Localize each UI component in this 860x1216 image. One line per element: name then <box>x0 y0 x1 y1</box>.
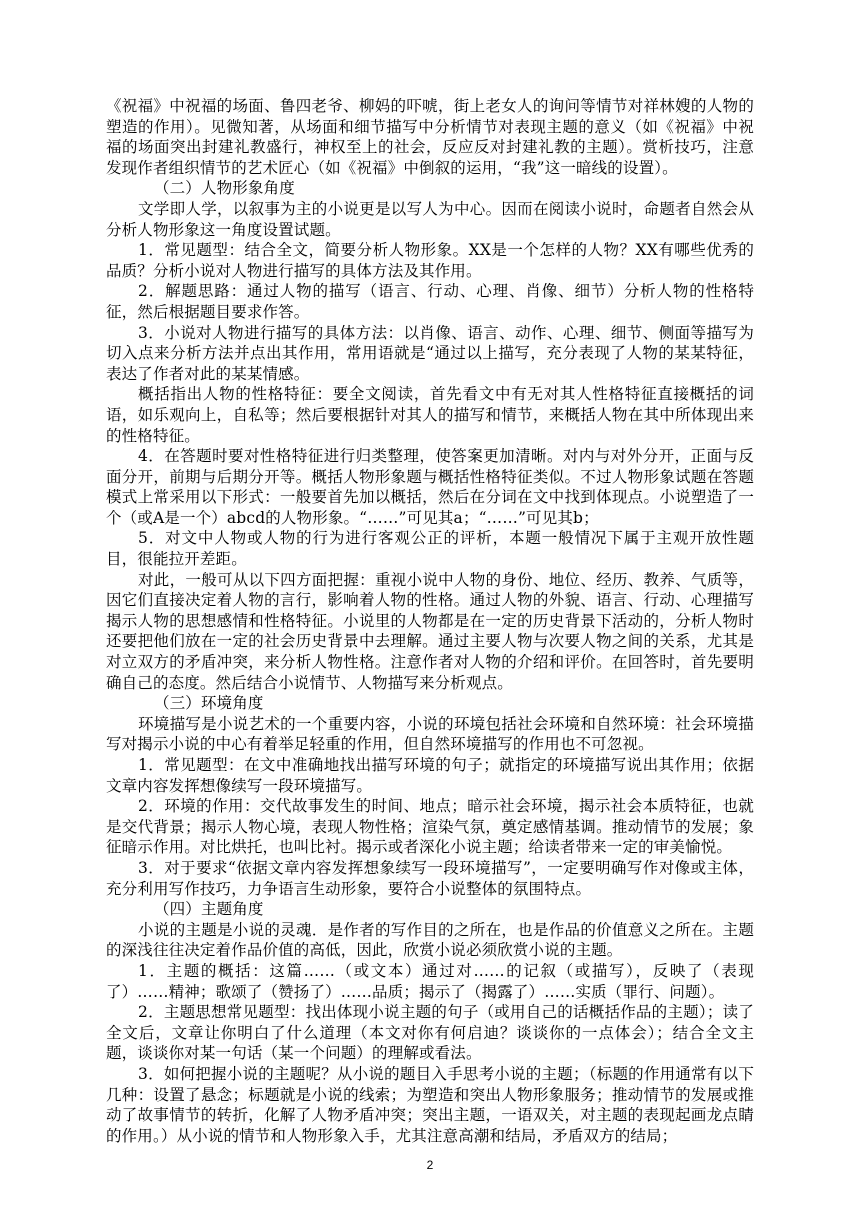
paragraph-7: 4．在答题时要对性格特征进行归类整理，使答案更加清晰。对内与对外分开，正面与反面分开，前期与后期分开等。概括人物形象题与概括性格特征类似。不过人物形象试题在答题模式上常采用以下形式：一般要首先加以概括，然后在分词在文中找到体现点。小说塑造了一个（或A是一个）abcd的人物形象。“……”可见其a；“……”可见其b； <box>106 447 754 527</box>
paragraph-14: 小说的主题是小说的灵魂．是作者的写作目的之所在，也是作品的价值意义之所在。主题的深浅往往决定着作品价值的高低，因此，欣赏小说必须欣赏小说的主题。 <box>106 920 754 960</box>
paragraph-10: 环境描写是小说艺术的一个重要内容，小说的环境包括社会环境和自然环境：社会环境描写对揭示小说的中心有着举足轻重的作用，但自然环境描写的作用也不可忽视。 <box>106 714 754 754</box>
paragraph-15: 1．主题的概括：这篇……（或文本）通过对……的记叙（或描写），反映了（表现了）……精神；歌颂了（赞扬了）……品质；揭示了（揭露了）……实质（罪行、问题）。 <box>106 961 754 1001</box>
paragraph-5: 3．小说对人物进行描写的具体方法：以肖像、语言、动作、心理、细节、侧面等描写为切入点来分析方法并点出其作用，常用语就是“通过以上描写，充分表现了人物的某某特征，表达了作者对此的某某情感。 <box>106 323 754 383</box>
paragraph-17: 3．如何把握小说的主题呢？从小说的题目入手思考小说的主题；（标题的作用通常有以下几种：设置了悬念；标题就是小说的线索；为塑造和突出人物形象服务；推动情节的发展或推动了故事情节的转折，化解了人物矛盾冲突；突出主题，一语双关，对主题的表现起画龙点睛的作用。）从小说的情节和人物形象入手，尤其注意高潮和结局，矛盾双方的结局； <box>106 1064 754 1145</box>
paragraph-12: 2．环境的作用：交代故事发生的时间、地点；暗示社会环境，揭示社会本质特征，也就是交代背景；揭示人物心境，表现人物性格；渲染气氛，奠定感情基调。推动情节的发展；象征暗示作用。对比烘托，也叫比衬。揭示或者深化小说主题；给读者带来一定的审美愉悦。 <box>106 797 754 857</box>
paragraph-6: 概括指出人物的性格特征：要全文阅读，首先看文中有无对其人性格特征直接概括的词语，如乐观向上，自私等；然后要根据针对其人的描写和情节，来概括人物在其中所体现出来的性格特征。 <box>106 385 754 445</box>
section-heading-character: （二）人物形象角度 <box>154 179 295 198</box>
paragraph-16: 2．主题思想常见题型：找出体现小说主题的句子（或用自己的话概括作品的主题）；读了全文后，文章让你明白了什么道理（本文对你有何启迪？谈谈你的一点体会）；结合全文主题，谈谈你对某一句话（某一个问题）的理解或看法。 <box>106 1003 754 1063</box>
paragraph-8: 5．对文中人物或人物的行为进行客观公正的评析，本题一般情况下属于主观开放性题目，很能拉开差距。 <box>106 529 754 569</box>
paragraph-13: 3．对于要求“依据文章内容发挥想象续写一段环境描写”，一定要明确写作对像或主体，充分利用写作技巧，力争语言生动形象，要符合小说整体的氛围特点。 <box>106 858 754 898</box>
page-body <box>106 96 754 1146</box>
paragraph-4: 2．解题思路：通过人物的描写（语言、行动、心理、肖像、细节）分析人物的性格特征，然后根据题目要求作答。 <box>106 282 754 321</box>
paragraph-9: 对此，一般可从以下四方面把握：重视小说中人物的身份、地位、经历、教养、气质等，因它们直接决定着人物的言行，影响着人物的性格。通过人物的外貌、语言、行动、心理描写揭示人物的思想感情和性格特征。小说里的人物都是在一定的历史背景下活动的，分析人物时还要把他们放在一定的社会历史背景中去理解。通过主要人物与次要人物之间的关系，尤其是对立双方的矛盾冲突，来分析人物性格。注意作者对人物的介绍和评价。在回答时，首先要明确自己的态度。然后结合小说情节、人物描写来分析观点。 <box>106 570 754 692</box>
paragraph-2: 文学即人学，以叙事为主的小说更是以写人为中心。因而在阅读小说时，命题者自然会从分析人物形象这一角度设置试题。 <box>106 199 754 239</box>
section-heading-theme: （四）主题角度 <box>154 900 264 919</box>
paragraph-3: 1．常见题型：结合全文，简要分析人物形象。XX是一个怎样的人物？XX有哪些优秀的品质？分析小说对人物进行描写的具体方法及其作用。 <box>106 241 754 280</box>
section-heading-environment: （三）环境角度 <box>154 694 264 713</box>
paragraph-11: 1．常见题型：在文中准确地找出描写环境的句子；就指定的环境描写说出其作用；依据文章内容发挥想像续写一段环境描写。 <box>106 756 754 795</box>
paragraph-1: 《祝福》中祝福的场面、鲁四老爷、柳妈的吓唬，街上老女人的询问等情节对祥林嫂的人物的塑造的作用）。见微知著，从场面和细节描写中分析情节对表现主题的意义（如《祝福》中祝福的场面突出封建礼教盛行，神权至上的社会，反应反对封建礼教的主题）。赏析技巧，注意发现作者组织情节的艺术匠心（如《祝福》中倒叙的运用，“我”这一暗线的设置）。 <box>106 97 754 177</box>
page-number: 2 <box>426 1158 434 1172</box>
